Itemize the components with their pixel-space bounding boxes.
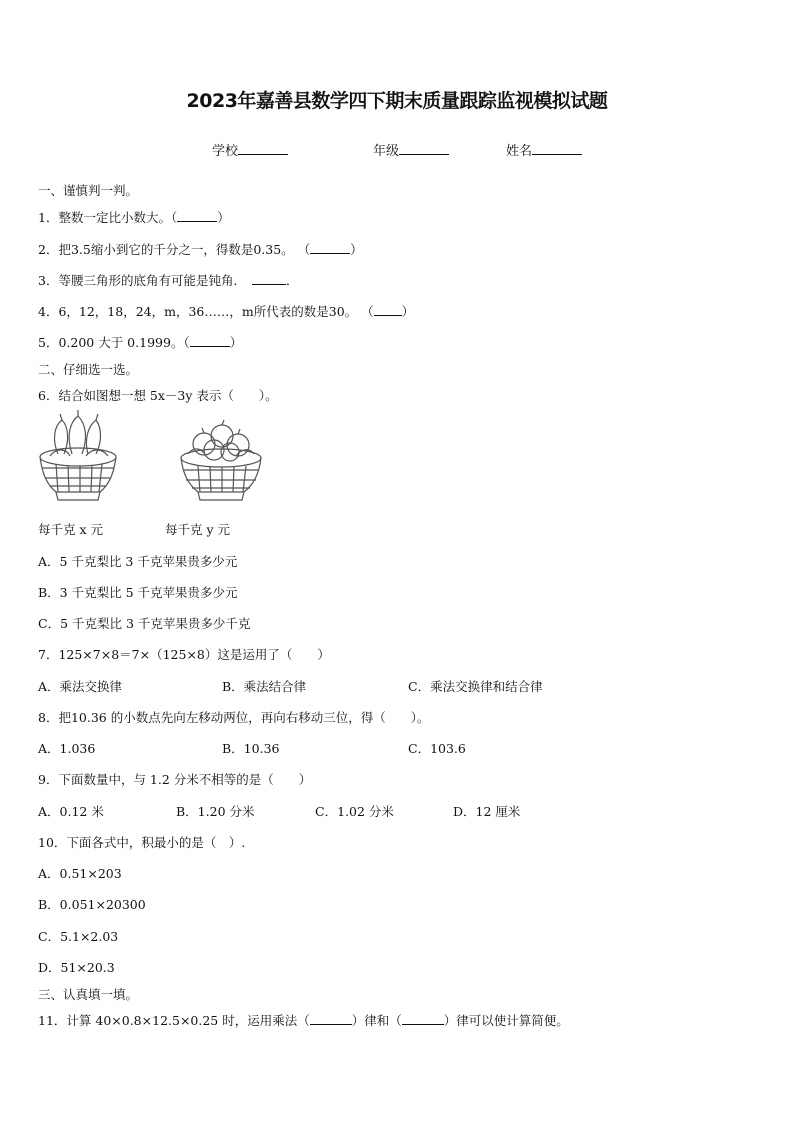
question-3-text: 3．等腰三角形的底角有可能是钝角． <box>38 273 246 288</box>
option-c: C．103.6 <box>408 741 466 756</box>
name-field <box>506 140 582 159</box>
question-1 <box>38 208 230 226</box>
question-3-end: ． <box>285 273 299 288</box>
grade-label: 年级 <box>373 144 400 159</box>
option-d: D．51×20.3 <box>38 960 115 975</box>
question-5 <box>38 333 242 351</box>
pear-price-caption: 每千克 x 元 <box>38 522 103 537</box>
option-b: B．10.36 <box>222 741 280 756</box>
question-1-text: 1．整数一定比小数大。（ <box>38 210 178 225</box>
answer-blank <box>374 302 402 316</box>
answer-blank <box>252 271 286 285</box>
answer-blank <box>190 333 230 347</box>
option-a: A．1.036 <box>38 741 96 756</box>
answer-blank <box>310 1011 352 1025</box>
question-3 <box>38 271 298 289</box>
option-b: B．0.051×20300 <box>38 897 146 912</box>
option-c: C．5 千克梨比 3 千克苹果贵多少千克 <box>38 616 251 631</box>
apple-price-caption: 每千克 y 元 <box>165 522 231 537</box>
question-2-end: ） <box>350 242 363 257</box>
option-d: D．12 厘米 <box>453 804 521 819</box>
school-blank <box>238 141 288 155</box>
question-5-end: ） <box>229 335 243 350</box>
option-c: C．乘法交换律和结合律 <box>408 679 543 694</box>
question-4-end: ） <box>401 304 415 319</box>
option-a: A．乘法交换律 <box>38 679 123 694</box>
pear-basket-image <box>36 410 120 505</box>
question-5-text: 5．0.200 大于 0.1999。（ <box>38 335 190 350</box>
option-c: C．5.1×2.03 <box>38 929 119 944</box>
school-label: 学校 <box>212 144 239 159</box>
question-11 <box>38 1011 569 1029</box>
question-2 <box>38 240 363 258</box>
page-title: 2023年嘉善县数学四下期末质量跟踪监视模拟试题 <box>186 90 608 112</box>
question-10: 10．下面各式中，积最小的是（ ）. <box>38 835 246 850</box>
option-a: A．0.12 米 <box>38 804 104 819</box>
answer-blank <box>177 208 217 222</box>
option-c: C．1.02 分米 <box>315 804 394 819</box>
question-11-text-a: 11．计算 40×0.8×12.5×0.25 时，运用乘法（ <box>38 1013 310 1028</box>
option-b: B．乘法结合律 <box>222 679 307 694</box>
section-1-heading: 一、谨慎判一判。 <box>38 183 139 198</box>
question-11-text-b: ）律和（ <box>351 1013 402 1028</box>
option-b: B．1.20 分米 <box>176 804 255 819</box>
question-7: 7．125×7×8＝7×（125×8）这是运用了（ ） <box>38 647 330 662</box>
question-8: 8．把10.36 的小数点先向左移动两位，再向右移动三位，得（ ）。 <box>38 710 430 725</box>
school-field <box>212 140 288 159</box>
question-1-end: ） <box>217 210 230 225</box>
answer-blank <box>310 240 350 254</box>
question-9: 9．下面数量中，与 1.2 分米不相等的是（ ） <box>38 772 312 787</box>
section-3-heading: 三、认真填一填。 <box>38 987 139 1002</box>
answer-blank <box>402 1011 444 1025</box>
question-11-text-c: ）律可以使计算简便。 <box>443 1013 569 1028</box>
grade-blank <box>399 141 449 155</box>
question-4-text: 4．6，12，18，24，m，36……，m所代表的数是30。 （ <box>38 304 374 319</box>
name-blank <box>532 141 582 155</box>
question-2-text: 2．把3.5缩小到它的千分之一，得数是0.35。 （ <box>38 242 311 257</box>
name-label: 姓名 <box>506 144 533 159</box>
question-6: 6．结合如图想一想 5x－3y 表示（ ）。 <box>38 388 278 403</box>
grade-field <box>373 140 449 159</box>
question-4 <box>38 302 414 320</box>
section-2-heading: 二、仔细选一选。 <box>38 362 139 377</box>
apple-basket-image <box>176 418 266 506</box>
option-b: B．3 千克梨比 5 千克苹果贵多少元 <box>38 585 238 600</box>
option-a: A．0.51×203 <box>38 866 122 881</box>
option-a: A．5 千克梨比 3 千克苹果贵多少元 <box>38 554 238 569</box>
